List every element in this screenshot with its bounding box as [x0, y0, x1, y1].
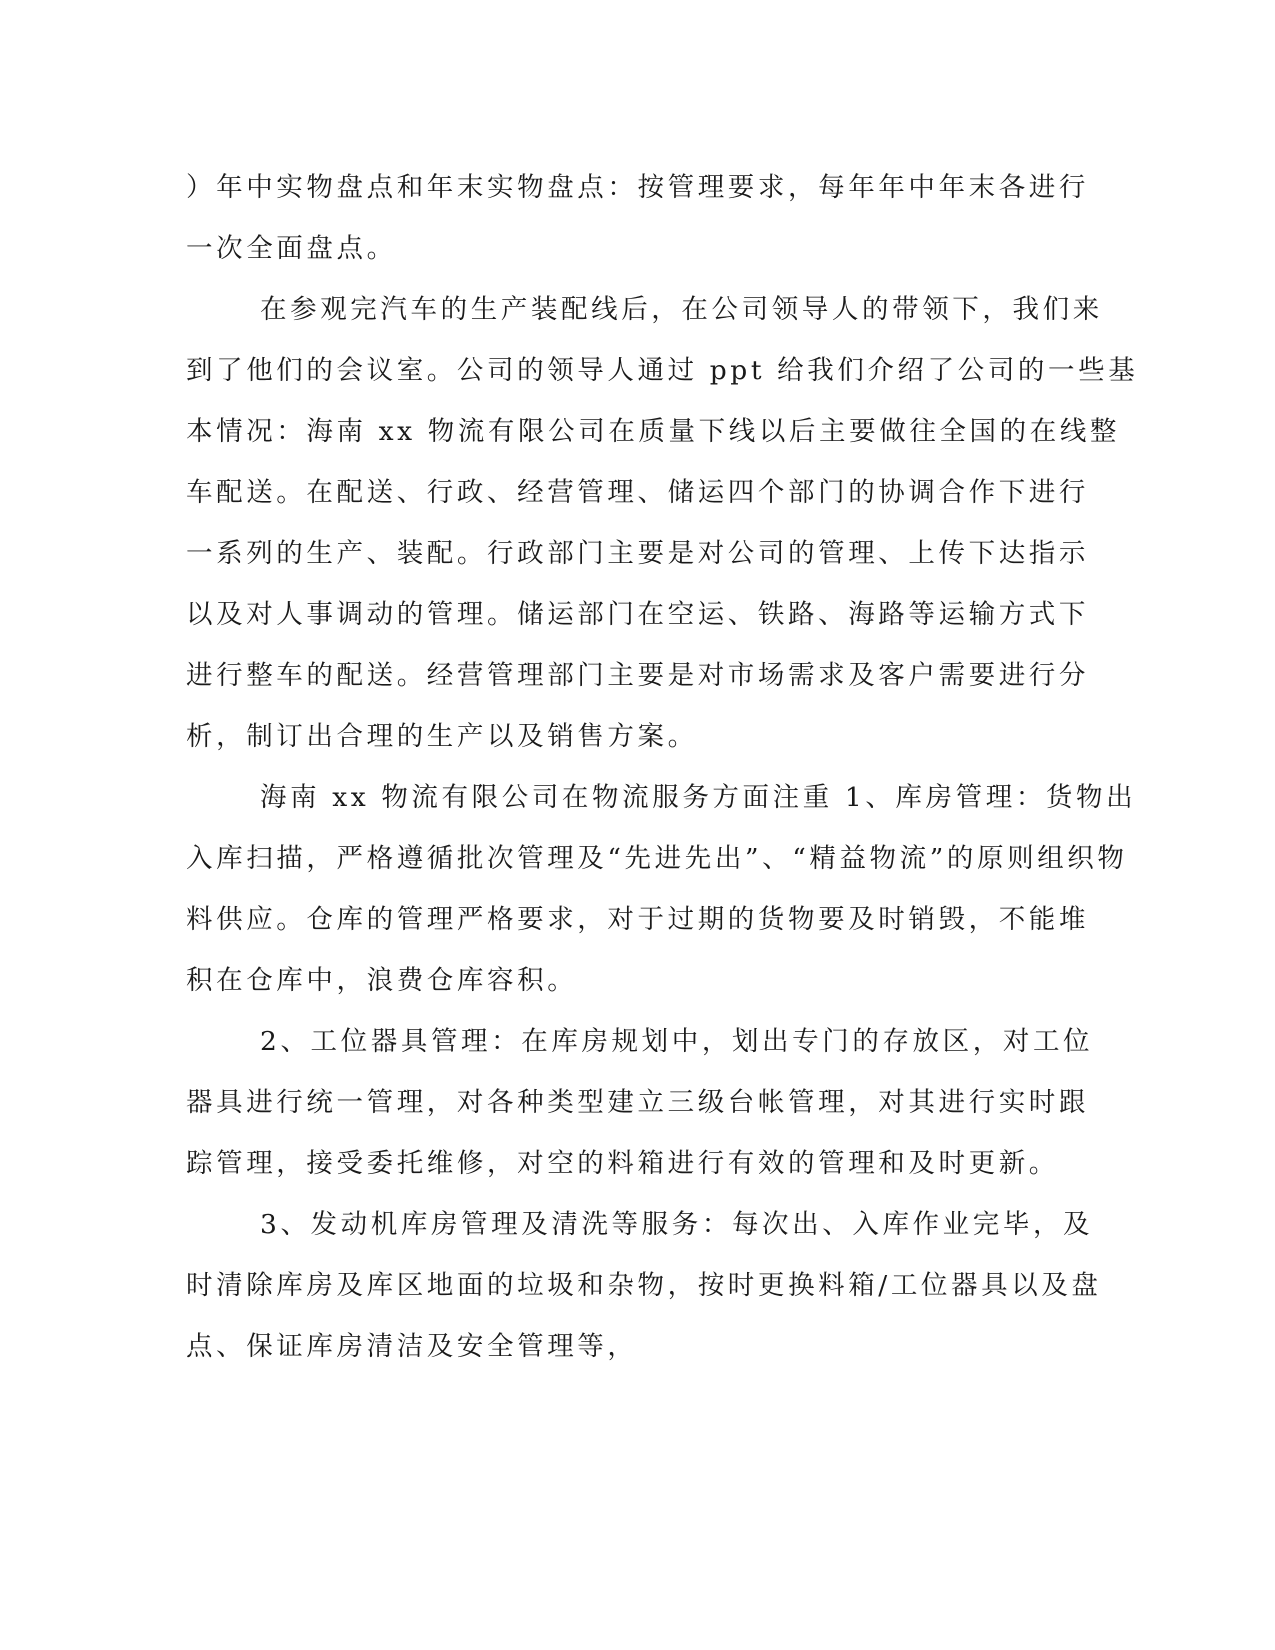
- paragraph-start: 海南 xx 物流有限公司在物流服务方面注重 1、库房管理：货物出: [260, 782, 1137, 813]
- text-line: 到了他们的会议室。公司的领导人通过 ppt 给我们介绍了公司的一些基: [186, 355, 1139, 386]
- paragraph-start: 3、发动机库房管理及清洗等服务：每次出、入库作业完毕，及: [260, 1209, 1094, 1240]
- text-line: 进行整车的配送。经营管理部门主要是对市场需求及客户需要进行分: [186, 660, 1089, 691]
- body-text: [186, 157, 1139, 1377]
- paragraph-start: 在参观完汽车的生产装配线后，在公司领导人的带领下，我们来: [260, 294, 1103, 325]
- text-line: 本情况：海南 xx 物流有限公司在质量下线以后主要做往全国的在线整: [186, 416, 1121, 447]
- text-line: 料供应。仓库的管理严格要求，对于过期的货物要及时销毁，不能堆: [186, 904, 1089, 935]
- paragraph-start: 2、工位器具管理：在库房规划中，划出专门的存放区，对工位: [260, 1026, 1094, 1057]
- text-line: 入库扫描，严格遵循批次管理及“先进先出”、“精益物流”的原则组织物: [186, 843, 1128, 874]
- text-line: 析，制订出合理的生产以及销售方案。: [186, 721, 698, 752]
- text-line: 时清除库房及库区地面的垃圾和杂物，按时更换料箱/工位器具以及盘: [186, 1270, 1102, 1301]
- text-line: 一次全面盘点。: [186, 233, 397, 264]
- text-line: 以及对人事调动的管理。储运部门在空运、铁路、海路等运输方式下: [186, 599, 1089, 630]
- text-line: 车配送。在配送、行政、经营管理、储运四个部门的协调合作下进行: [186, 477, 1089, 508]
- text-line: 一系列的生产、装配。行政部门主要是对公司的管理、上传下达指示: [186, 538, 1089, 569]
- text-line: 积在仓库中，浪费仓库容积。: [186, 965, 578, 996]
- text-line: 踪管理，接受委托维修，对空的料箱进行有效的管理和及时更新。: [186, 1148, 1059, 1179]
- text-line: 点、保证库房清洁及安全管理等，: [186, 1331, 638, 1362]
- text-line: ）年中实物盘点和年末实物盘点：按管理要求，每年年中年末各进行: [186, 172, 1089, 203]
- text-line: 器具进行统一管理，对各种类型建立三级台帐管理，对其进行实时跟: [186, 1087, 1089, 1118]
